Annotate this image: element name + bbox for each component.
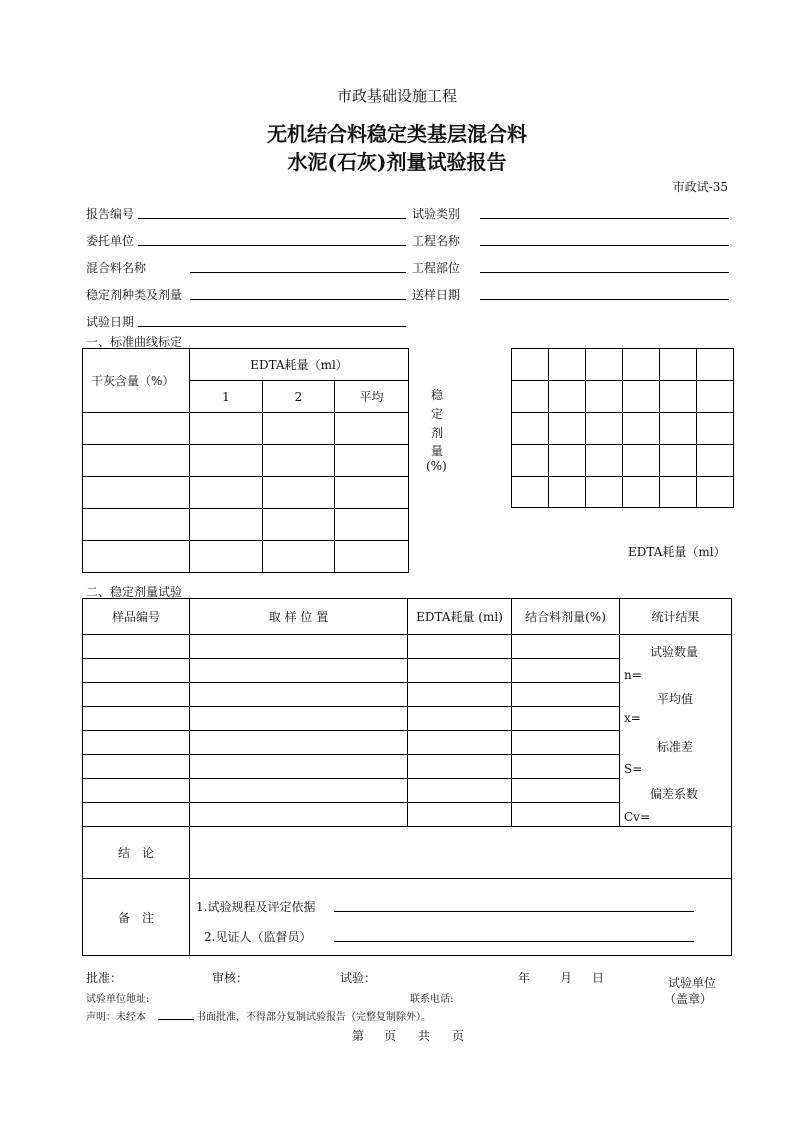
col-stats: 统计结果 bbox=[620, 599, 732, 635]
table-row bbox=[83, 413, 409, 445]
client-label: 委托单位 bbox=[86, 234, 135, 248]
date-month: 月 bbox=[560, 971, 573, 985]
page-gong: 共 bbox=[418, 1029, 431, 1043]
statement-part2: 书面批准，不得部分复制试验报告（完整复制除外）。 bbox=[196, 1012, 431, 1023]
project-name-line[interactable] bbox=[480, 245, 729, 246]
col-position: 取 样 位 置 bbox=[190, 599, 408, 635]
mix-name-label: 混合料名称 bbox=[86, 261, 147, 275]
sample-date-label: 送样日期 bbox=[412, 288, 461, 302]
table-row bbox=[83, 509, 409, 541]
report-no-line[interactable] bbox=[138, 218, 406, 219]
remark-standard-line[interactable] bbox=[334, 911, 694, 912]
project-name-label: 工程名称 bbox=[412, 234, 461, 248]
test-date-line[interactable] bbox=[138, 326, 406, 327]
seal-label: （盖章） bbox=[664, 992, 713, 1006]
dosage-test-table bbox=[82, 598, 732, 956]
mix-name-line[interactable] bbox=[190, 272, 406, 273]
client-line[interactable] bbox=[138, 245, 406, 246]
x-axis-label: EDTA耗量（ml） bbox=[628, 545, 726, 559]
form-number: 市政试-35 bbox=[672, 180, 728, 194]
test-date-label: 试验日期 bbox=[86, 315, 135, 329]
report-title-line2: 水泥(石灰)剂量试验报告 bbox=[287, 150, 507, 174]
remark-witness-label: 2.见证人（监督员） bbox=[204, 930, 312, 944]
section1-title: 一、标准曲线标定 bbox=[86, 335, 183, 349]
stabilizer-line[interactable] bbox=[190, 299, 406, 300]
page-ye2: 页 bbox=[452, 1029, 465, 1043]
stat-cv-symbol: Cv= bbox=[624, 810, 651, 824]
review-label: 审核： bbox=[212, 971, 249, 985]
page-di: 第 bbox=[352, 1029, 365, 1043]
y-axis-char: 稳 bbox=[431, 388, 444, 402]
date-year: 年 bbox=[518, 971, 531, 985]
date-day: 日 bbox=[592, 971, 605, 985]
report-title-line1: 无机结合料稳定类基层混合料 bbox=[267, 122, 527, 146]
conclusion-field[interactable] bbox=[190, 827, 732, 879]
statement-part1: 声明：未经本 bbox=[86, 1012, 146, 1023]
y-axis-char: 剂 bbox=[431, 426, 444, 440]
test-type-label: 试验类别 bbox=[412, 207, 461, 221]
project-part-line[interactable] bbox=[480, 272, 729, 273]
y-axis-unit: (%) bbox=[426, 459, 447, 473]
table-row bbox=[83, 541, 409, 573]
stat-count-label: 试验数量 bbox=[650, 645, 699, 659]
report-no-label: 报告编号 bbox=[86, 207, 135, 221]
col-ash-content: 干灰含量（%） bbox=[83, 349, 190, 413]
project-heading: 市政基础设施工程 bbox=[336, 87, 457, 105]
stat-count-symbol: n= bbox=[624, 668, 642, 682]
calibration-chart-grid bbox=[511, 348, 734, 508]
col-dosage: 结合料剂量(%) bbox=[512, 599, 620, 635]
stat-mean-symbol: x= bbox=[624, 711, 641, 725]
col-edta-ml: EDTA耗量 (ml) bbox=[408, 599, 512, 635]
project-part-label: 工程部位 bbox=[412, 261, 461, 275]
remark-standard-label: 1.试验规程及评定依据 bbox=[196, 900, 316, 914]
section2-title: 二、稳定剂量试验 bbox=[86, 585, 183, 599]
col-edta: EDTA耗量（ml） bbox=[190, 349, 409, 381]
y-axis-char: 量 bbox=[431, 444, 444, 458]
remark-witness-line[interactable] bbox=[334, 941, 694, 942]
col-trial-2: 2 bbox=[263, 381, 335, 413]
col-average: 平均 bbox=[335, 381, 409, 413]
y-axis-char: 定 bbox=[431, 407, 444, 421]
test-type-line[interactable] bbox=[480, 218, 729, 219]
statement-blank bbox=[158, 1019, 194, 1020]
stat-std-symbol: S= bbox=[624, 762, 643, 776]
page-ye: 页 bbox=[384, 1029, 397, 1043]
table-row bbox=[83, 635, 732, 659]
stat-mean-label: 平均值 bbox=[657, 692, 694, 706]
test-unit-label: 试验单位 bbox=[668, 976, 717, 990]
col-trial-1: 1 bbox=[190, 381, 263, 413]
stat-cv-label: 偏差系数 bbox=[650, 787, 699, 801]
remarks-label: 备 注 bbox=[83, 879, 190, 956]
stat-std-label: 标准差 bbox=[657, 740, 694, 754]
tester-label: 试验： bbox=[340, 971, 377, 985]
conclusion-label: 结 论 bbox=[83, 827, 190, 879]
lab-address-label: 试验单位地址: bbox=[86, 994, 150, 1005]
col-sample-no: 样品编号 bbox=[83, 599, 190, 635]
table-row bbox=[83, 445, 409, 477]
table-row bbox=[83, 477, 409, 509]
stabilizer-label: 稳定剂种类及剂量 bbox=[86, 288, 183, 302]
approve-label: 批准： bbox=[86, 971, 123, 985]
sample-date-line[interactable] bbox=[480, 299, 729, 300]
lab-phone-label: 联系电话: bbox=[410, 994, 454, 1005]
calibration-table bbox=[82, 348, 409, 573]
